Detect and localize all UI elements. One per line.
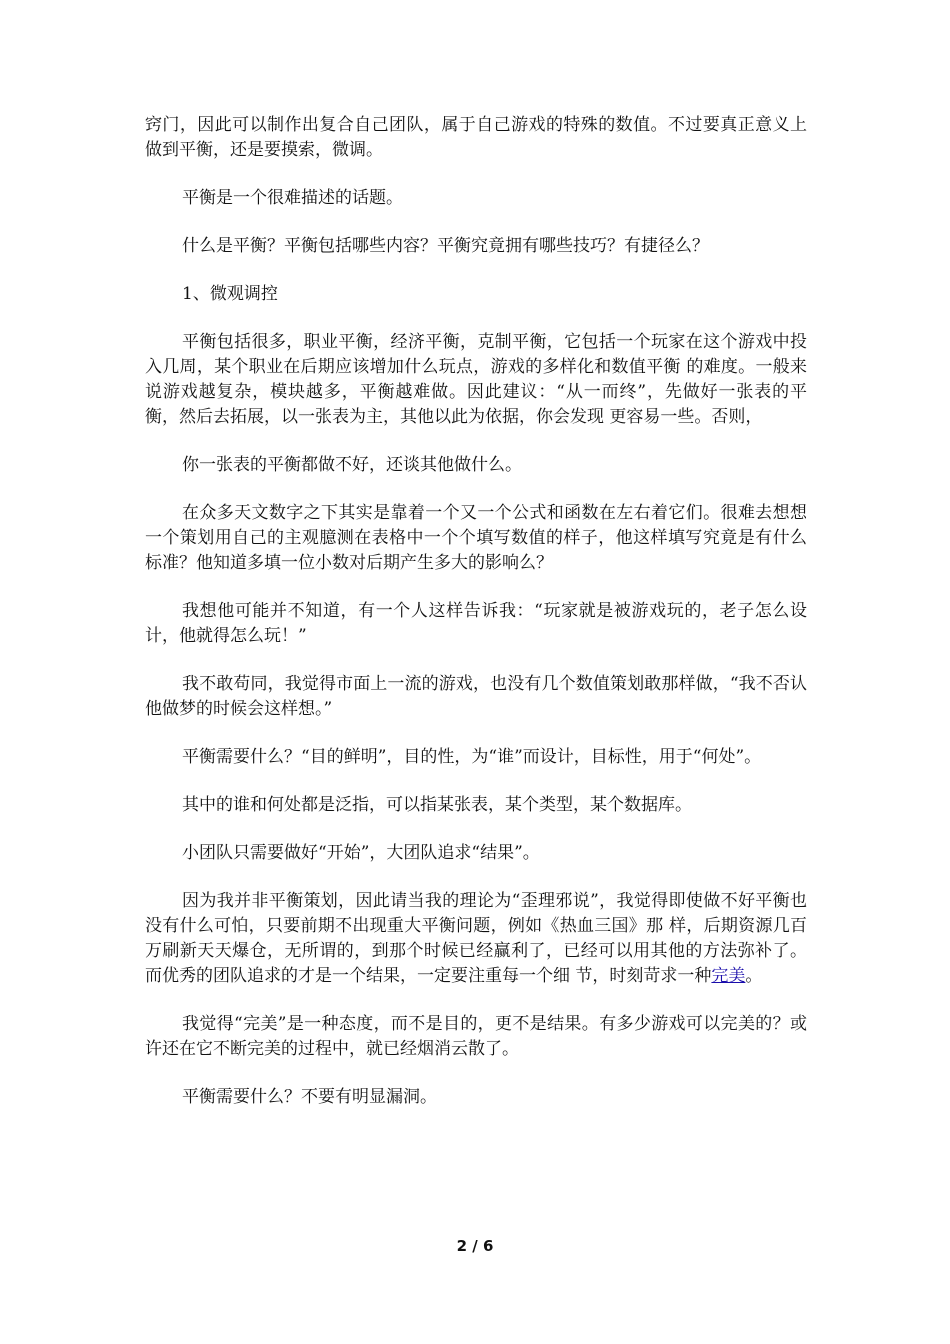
document-body xyxy=(145,113,807,1133)
paragraph: 你一张表的平衡都做不好，还谈其他做什么。 xyxy=(182,455,522,475)
paragraph: 我想他可能并不知道，有一个人这样告诉我：“玩家就是被游戏玩的，老子怎么设计，他就得怎么玩！” xyxy=(145,601,807,646)
paragraph: 什么是平衡？平衡包括哪些内容？平衡究竟拥有哪些技巧？有捷径么？ xyxy=(182,236,709,256)
paragraph: 平衡包括很多，职业平衡，经济平衡，克制平衡，它包括一个玩家在这个游戏中投入几周，某个职业在后期应该增加什么玩点，游戏的多样化和数值平衡 的难度。一般来说游戏越复杂，模块越多，平衡越难做。因此建议：“从一而终”，先做好一张表的平衡，然后去拓展，以一张表为主，其他以此为依据，你会发现 更容易一些。否则， xyxy=(145,332,807,427)
paragraph-end-punctuation: 。 xyxy=(745,966,763,986)
perfect-link[interactable]: 完美 xyxy=(711,966,746,986)
paragraph: 我觉得“完美”是一种态度，而不是目的，更不是结果。有多少游戏可以完美的？或许还在它不断完美的过程中，就已经烟消云散了。 xyxy=(145,1014,807,1059)
paragraph-with-link xyxy=(145,889,807,989)
paragraph: 窍门，因此可以制作出复合自己团队，属于自己游戏的特殊的数值。不过要真正意义上做到平衡，还是要摸索，微调。 xyxy=(145,115,807,160)
paragraph: 在众多天文数字之下其实是靠着一个又一个公式和函数在左右着它们。很难去想想一个策划用自己的主观臆测在表格中一个个填写数值的样子，他这样填写究竟是有什么标准？他知道多填一位小数对后期产生多大的影响么？ xyxy=(145,503,807,573)
paragraph-text: 因为我并非平衡策划，因此请当我的理论为“歪理邪说”，我觉得即使做不好平衡也没有什么可怕，只要前期不出现重大平衡问题，例如《热血三国》那 样，后期资源几百万刷新天天爆仓，无所谓的，到那个时候已经赢利了，已经可以用其他的方法弥补了。而优秀的团队追求的才是一个结果，一定要注重每一个细 节，时刻苛求一种 xyxy=(145,891,807,986)
section-heading: 1、微观调控 xyxy=(182,284,278,304)
paragraph: 平衡需要什么？“目的鲜明”，目的性，为“谁”而设计，目标性，用于“何处”。 xyxy=(182,747,762,767)
paragraph: 其中的谁和何处都是泛指，可以指某张表，某个类型，某个数据库。 xyxy=(182,795,692,815)
paragraph: 平衡是一个很难描述的话题。 xyxy=(182,188,403,208)
paragraph: 平衡需要什么？不要有明显漏洞。 xyxy=(182,1087,437,1107)
page-number: 2 / 6 xyxy=(456,1237,494,1255)
paragraph: 小团队只需要做好“开始”，大团队追求“结果”。 xyxy=(182,843,540,863)
paragraph: 我不敢苟同，我觉得市面上一流的游戏，也没有几个数值策划敢那样做，“我不否认他做梦的时候会这样想。” xyxy=(145,674,807,719)
